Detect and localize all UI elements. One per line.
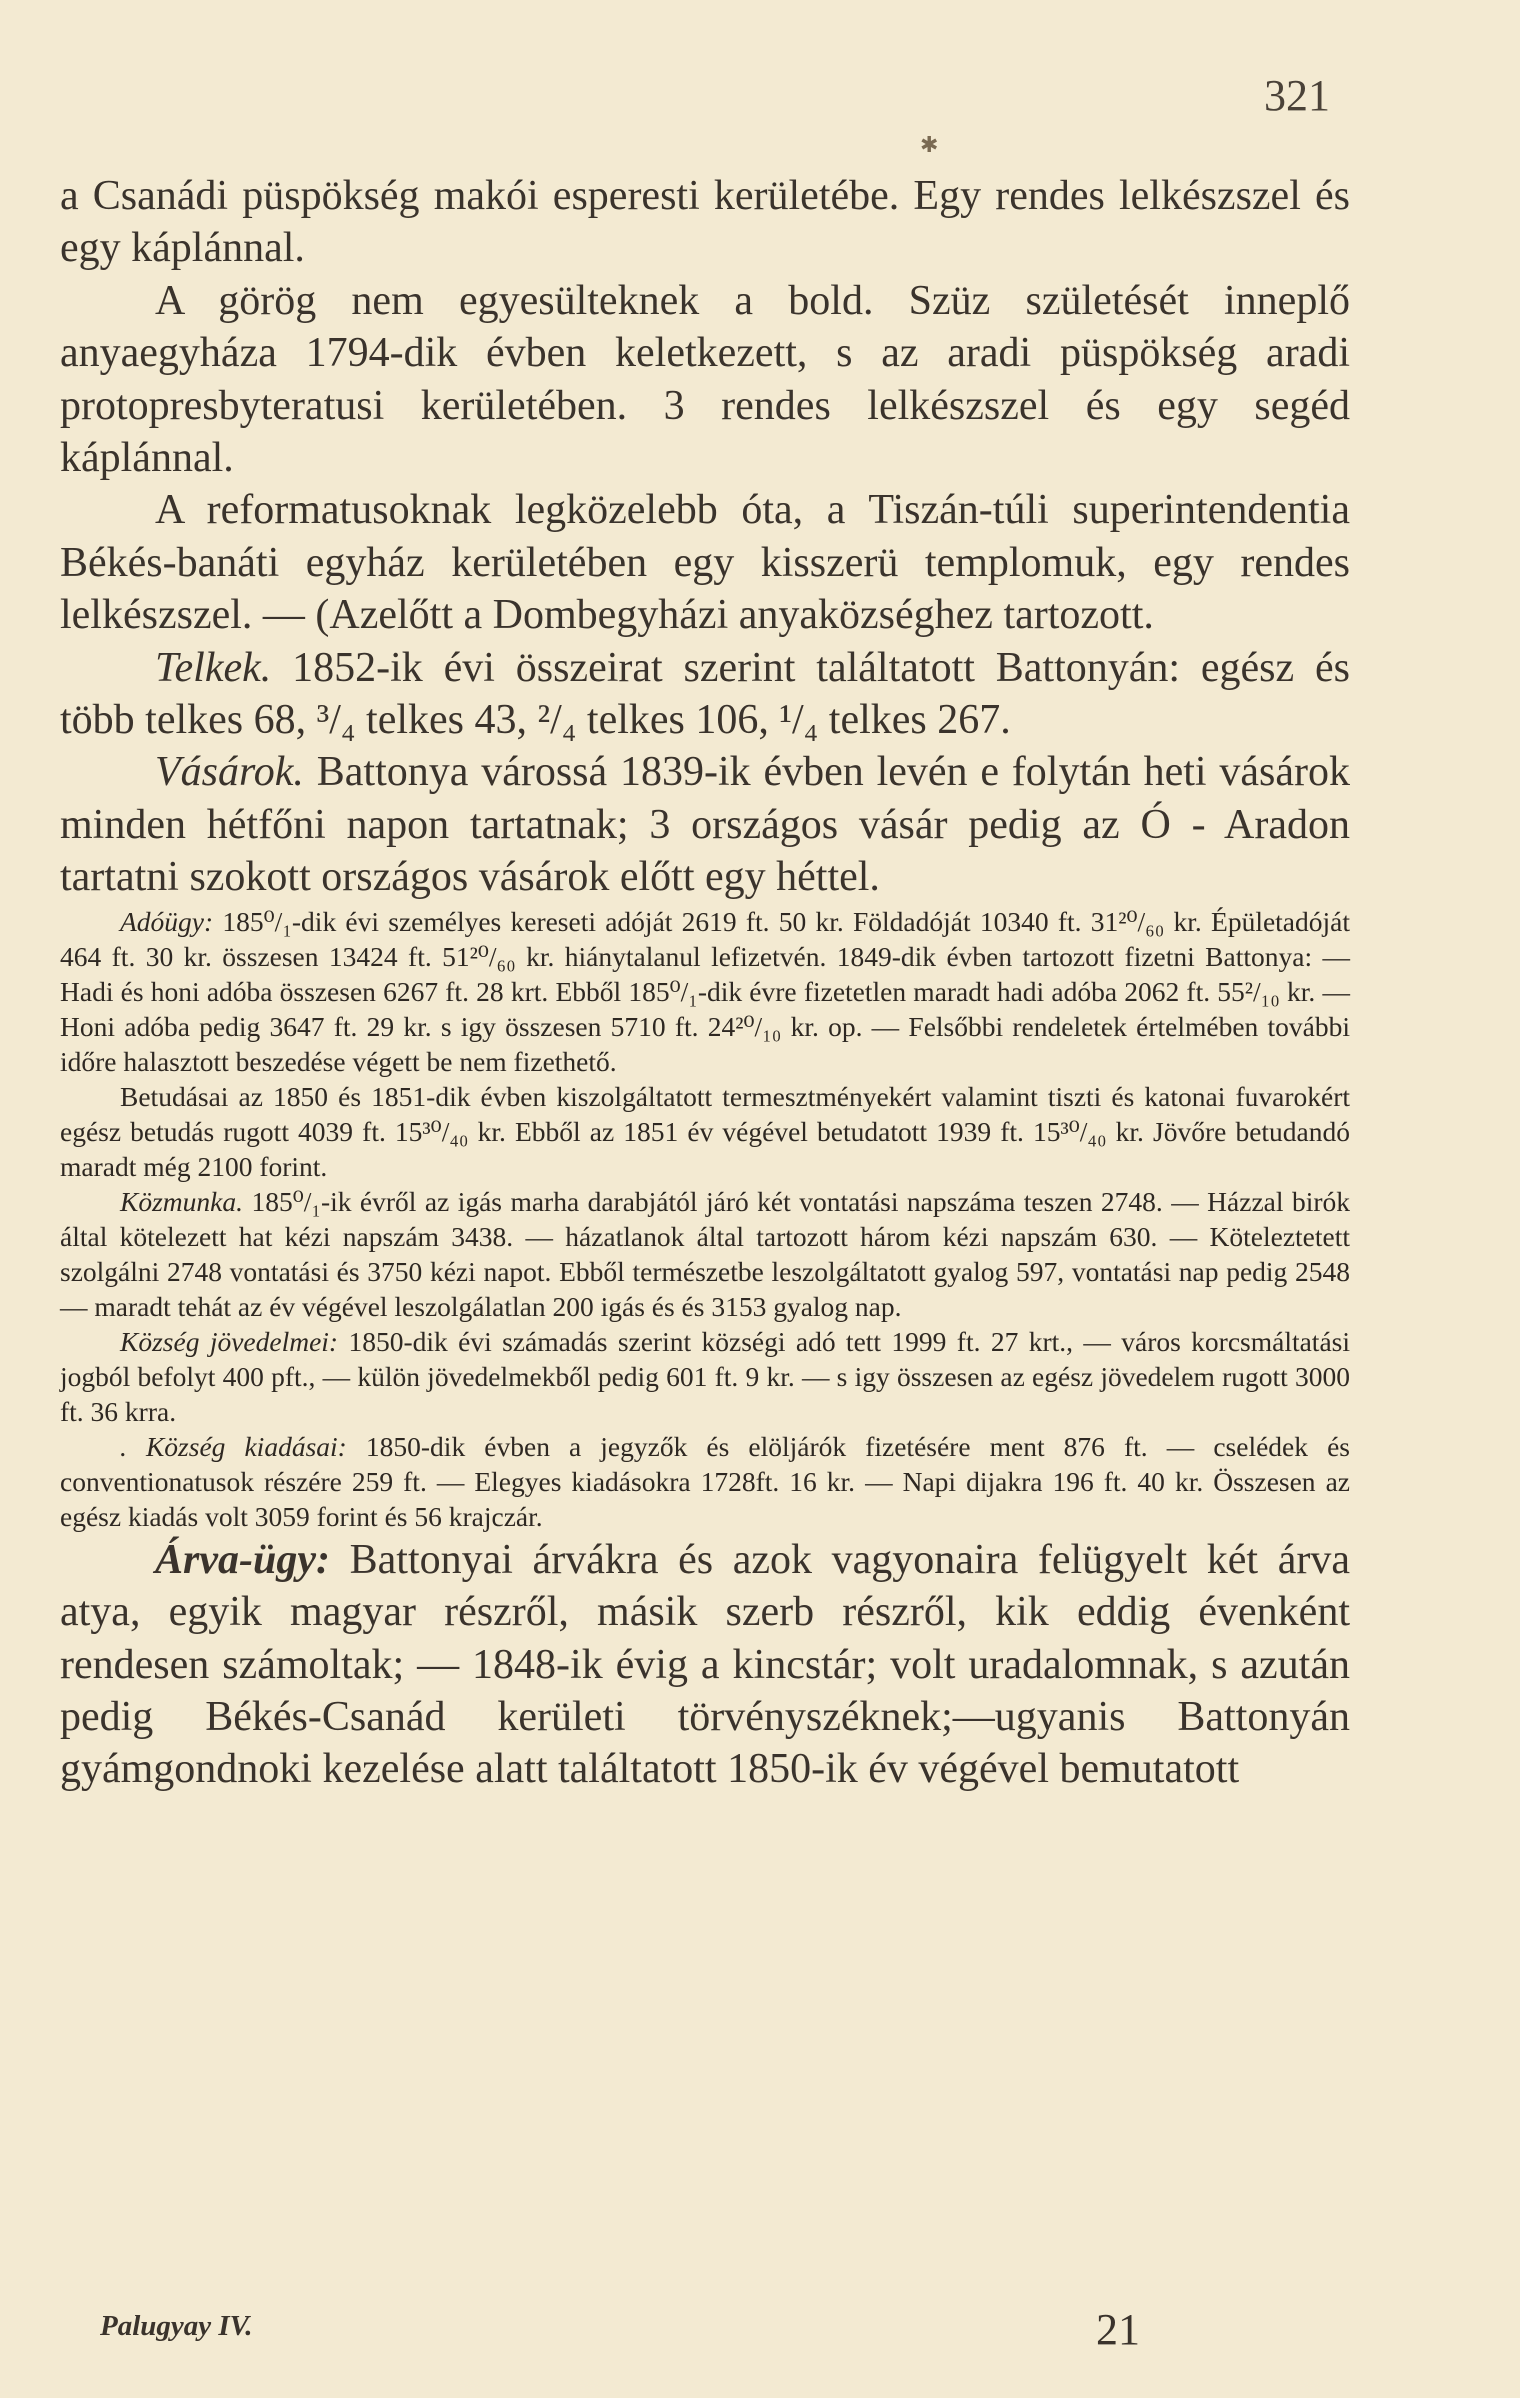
paragraph-text: 185⁰/₁-dik évi személyes kereseti adóját 2619 ft. 50 kr. Földadóját 10340 ft. 31²⁰/₆₀ kr. Épületadóját 464 ft. 30 kr. összesen 13424 ft. 51²⁰/₆₀ kr. hiánytalanul lefizetvén. 1849-dik évben tartozott fizetni Battonya: — Hadi és honi adóba összesen 6267 ft. 28 krt. Ebből 185⁰/₁-dik évre fizetetlen maradt hadi adóba 2062 ft. 55²/₁₀ kr. — Honi adóba pedig 3647 ft. 29 kr. s igy összesen 5710 ft. 24²⁰/₁₀ kr. op. — Felsőbbi rendeletek értelmében további időre halasztott beszedése végett be nem fizethető. (60, 905, 1350, 1077)
body-text (60, 170, 1350, 1796)
page-footer (100, 2304, 1140, 2364)
paragraph (60, 904, 1350, 1079)
paragraph-text: Betudásai az 1850 és 1851-dik évben kiszolgáltatott termesztményekért valamint tiszti és katonai fuvarokért egész betudás rugott 4039 ft. 15³⁰/₄₀ kr. Ebből az 1851 év végével betudatott 1939 ft. 15³⁰/₄₀ kr. Jövőre betudandó maradt még 2100 forint. (60, 1080, 1350, 1182)
sheet-number: 21 (1096, 2305, 1140, 2354)
paragraph-text: Battonyai árvákra és azok vagyonaira felügyelt két árva atya, egyik magyar részről, másik szerb részről, kik eddig évenként rendesen számoltak; — 1848-ik évig a kincstár; volt uradalomnak, s azután pedig Békés-Csanád kerületi törvényszéknek;—ugyanis Battonyán gyámgondnoki kezelése alatt találtatott 1850-ik év végével bemutatott (60, 1536, 1350, 1793)
printer-mark: ✱ (920, 132, 939, 157)
printer-signature: Palugyay IV. (100, 2310, 253, 2342)
paragraph-text: 1852-ik évi összeirat szerint találtatott Battonyán: egész és több telkes 68, ³/₄ telkes 43, ²/₄ telkes 106, ¹/₄ telkes 267. (60, 644, 1350, 744)
paragraph (60, 170, 1350, 275)
paragraph (60, 642, 1350, 747)
paragraph-text: A reformatusoknak legközelebb óta, a Tiszán-túli superintendentia Békés-banáti egyház kerületében egy kisszerü templomuk, egy rendes lelkészszel. — (Azelőtt a Dombegyházi anyaközséghez tartozott. (60, 487, 1350, 639)
paragraph (60, 275, 1350, 485)
paragraph-heading: Község jövedelmei: (120, 1325, 339, 1357)
paragraph (60, 1429, 1350, 1534)
paragraph (60, 746, 1350, 903)
paragraph-heading: Adóügy: (120, 905, 214, 937)
paragraph-text: 185⁰/₁-ik évről az igás marha darabjától járó két vontatási napszáma teszen 2748. — Házzal birók által kötelezett hat kézi napszám 3438. — házatlanok által tartozott három kézi napszám 630. — Köteleztetett szolgálni 2748 vontatási és 3750 kézi napot. Ebből természetbe leszolgáltatott gyalog 597, vontatási nap pedig 2548 — maradt tehát az év végével leszolgálatlan 200 igás és és 3153 gyalog nap. (60, 1185, 1350, 1322)
paragraph-heading: Vásárok. (155, 749, 304, 796)
paragraph-text: Battonya várossá 1839-ik évben levén e folytán heti vásárok minden hétfőni napon tartatnak; 3 országos vásár pedig az Ó - Aradon tartatni szokott országos vásárok előtt egy héttel. (60, 749, 1350, 901)
paragraph (60, 1184, 1350, 1324)
paragraph-text: a Csanádi püspökség makói esperesti kerületébe. Egy rendes lelkészszel és egy káplánnal. (60, 173, 1350, 272)
page-number: 321 (1264, 71, 1330, 120)
paragraph (60, 484, 1350, 641)
paragraph-text: 1850-dik évi számadás szerint községi adó tett 1999 ft. 27 krt., — város korcsmáltatási jogból befolyt 400 pft., — külön jövedelmekből pedig 601 ft. 9 kr. — s igy összesen az egész jövedelem rugott 3000 ft. 36 krra. (60, 1325, 1351, 1427)
paragraph-text: A görög nem egyesülteknek a bold. Szüz születését inneplő anyaegyháza 1794-dik évben keletkezett, s az aradi püspökség aradi protopresbyteratusi kerületében. 3 rendes lelkészszel és egy segéd káplánnal. (60, 277, 1350, 482)
paragraph-heading: Árva-ügy: (155, 1536, 330, 1583)
paragraph (60, 1534, 1350, 1796)
paragraph-heading: Közmunka. (120, 1185, 243, 1217)
paragraph-text: 1850-dik évben a jegyzők és elöljárók fizetésére ment 876 ft. — cselédek és conventionatusok részére 259 ft. — Elegyes kiadásokra 1728ft. 16 kr. — Napi dijakra 196 ft. 40 kr. Összesen az egész kiadás volt 3059 forint és 56 krajczár. (60, 1430, 1350, 1532)
paragraph-heading: . Község kiadásai: (120, 1430, 347, 1462)
paragraph-heading: Telkek. (155, 644, 272, 691)
paragraph (60, 1324, 1350, 1429)
paragraph (60, 1079, 1350, 1184)
